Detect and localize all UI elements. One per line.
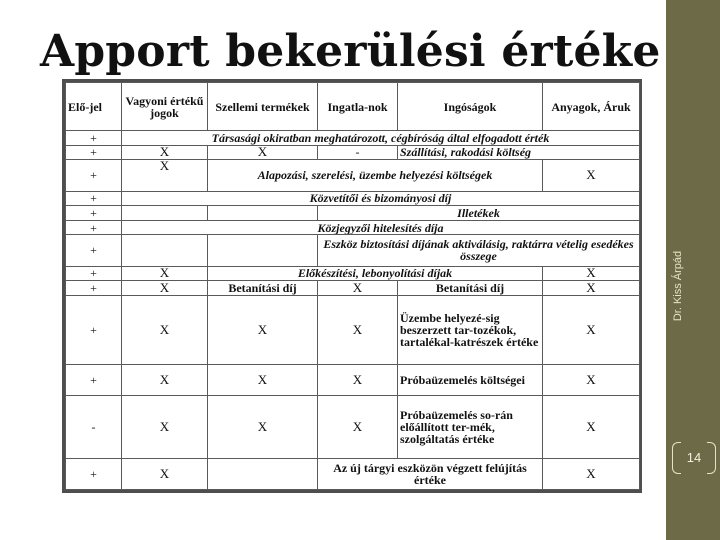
cell: X: [122, 281, 208, 296]
cell: Próbaüzemelés költségei: [398, 364, 543, 395]
row-text: Társasági okiratban meghatározott, cégbíróság által elfogadott érték: [122, 131, 640, 146]
row-text: Az új tárgyi eszközön végzett felújítás értéke: [318, 458, 543, 489]
cell: X: [122, 266, 208, 281]
sign-cell: +: [66, 220, 122, 235]
row-text: Közvetítői és bizományosi díj: [122, 191, 640, 206]
header-movables: Ingóságok: [398, 83, 543, 131]
table-row: [66, 160, 640, 191]
sign-cell: +: [66, 295, 122, 364]
cell: X: [122, 145, 208, 160]
cell: X: [543, 458, 640, 489]
table-row: [66, 145, 640, 160]
table-row: [66, 191, 640, 206]
sign-cell: +: [66, 364, 122, 395]
row-text: Eszköz biztosítási díjának aktiválásig, raktárra vételig esedékes összege: [318, 235, 640, 266]
cell: X: [543, 295, 640, 364]
row-text: Szállítási, rakodási költség: [398, 145, 640, 160]
sign-cell: +: [66, 131, 122, 146]
cell: X: [543, 364, 640, 395]
row-text: Alapozási, szerelési, üzembe helyezési költségek: [208, 160, 543, 191]
cell: X: [208, 295, 318, 364]
header-intellectual: Szellemi termékek: [208, 83, 318, 131]
table-row: [66, 281, 640, 296]
header-real-estate: Ingatla-nok: [318, 83, 398, 131]
apport-table-frame: [62, 79, 642, 493]
cell: X: [318, 295, 398, 364]
apport-table: [65, 82, 640, 490]
page-number-box: [672, 442, 716, 476]
cell: Próbaüzemelés so-rán előállított ter-mék, szolgáltatás értéke: [398, 396, 543, 459]
cell: [208, 458, 318, 489]
cell: X: [318, 364, 398, 395]
table-row: [66, 458, 640, 489]
cell: X: [543, 160, 640, 191]
sign-cell: +: [66, 281, 122, 296]
cell: Betanítási díj: [208, 281, 318, 296]
header-materials: Anyagok, Áruk: [543, 83, 640, 131]
cell: [122, 206, 208, 221]
slide-title: Apport bekerülési értéke: [40, 26, 661, 77]
cell: X: [208, 364, 318, 395]
cell: X: [208, 396, 318, 459]
table-row: [66, 295, 640, 364]
sign-cell: +: [66, 160, 122, 191]
cell: X: [318, 396, 398, 459]
author-vertical-text: Dr. Kiss Árpád: [672, 250, 685, 322]
cell: X: [318, 281, 398, 296]
sign-cell: +: [66, 266, 122, 281]
cell: X: [122, 458, 208, 489]
header-rights: Vagyoni értékű jogok: [122, 83, 208, 131]
sign-cell: -: [66, 396, 122, 459]
row-text: Előkészítési, lebonyolítási díjak: [208, 266, 543, 281]
sign-cell: +: [66, 206, 122, 221]
cell: X: [122, 160, 208, 191]
cell: X: [543, 396, 640, 459]
sign-cell: +: [66, 458, 122, 489]
table-row: [66, 266, 640, 281]
cell: X: [543, 266, 640, 281]
table-row: [66, 364, 640, 395]
cell: Üzembe helyezé-sig beszerzett tar-tozékok, tartalékal-katrészek értéke: [398, 295, 543, 364]
cell: [208, 235, 318, 266]
sign-cell: +: [66, 235, 122, 266]
table-row: [66, 396, 640, 459]
page-number: 14: [686, 450, 702, 465]
table-row: [66, 235, 640, 266]
header-row: [66, 83, 640, 131]
cell: X: [208, 145, 318, 160]
table-row: [66, 220, 640, 235]
table-row: [66, 206, 640, 221]
table-row: [66, 131, 640, 146]
cell: X: [122, 396, 208, 459]
row-text: Közjegyzői hitelesítés díja: [122, 220, 640, 235]
cell: -: [318, 145, 398, 160]
sign-cell: +: [66, 145, 122, 160]
cell: X: [122, 364, 208, 395]
cell: Betanítási díj: [398, 281, 543, 296]
cell: X: [122, 295, 208, 364]
cell: X: [543, 281, 640, 296]
cell: [208, 206, 318, 221]
cell: [122, 235, 208, 266]
header-sign: Elő-jel: [66, 83, 122, 131]
sign-cell: +: [66, 191, 122, 206]
row-text: Illetékek: [318, 206, 640, 221]
